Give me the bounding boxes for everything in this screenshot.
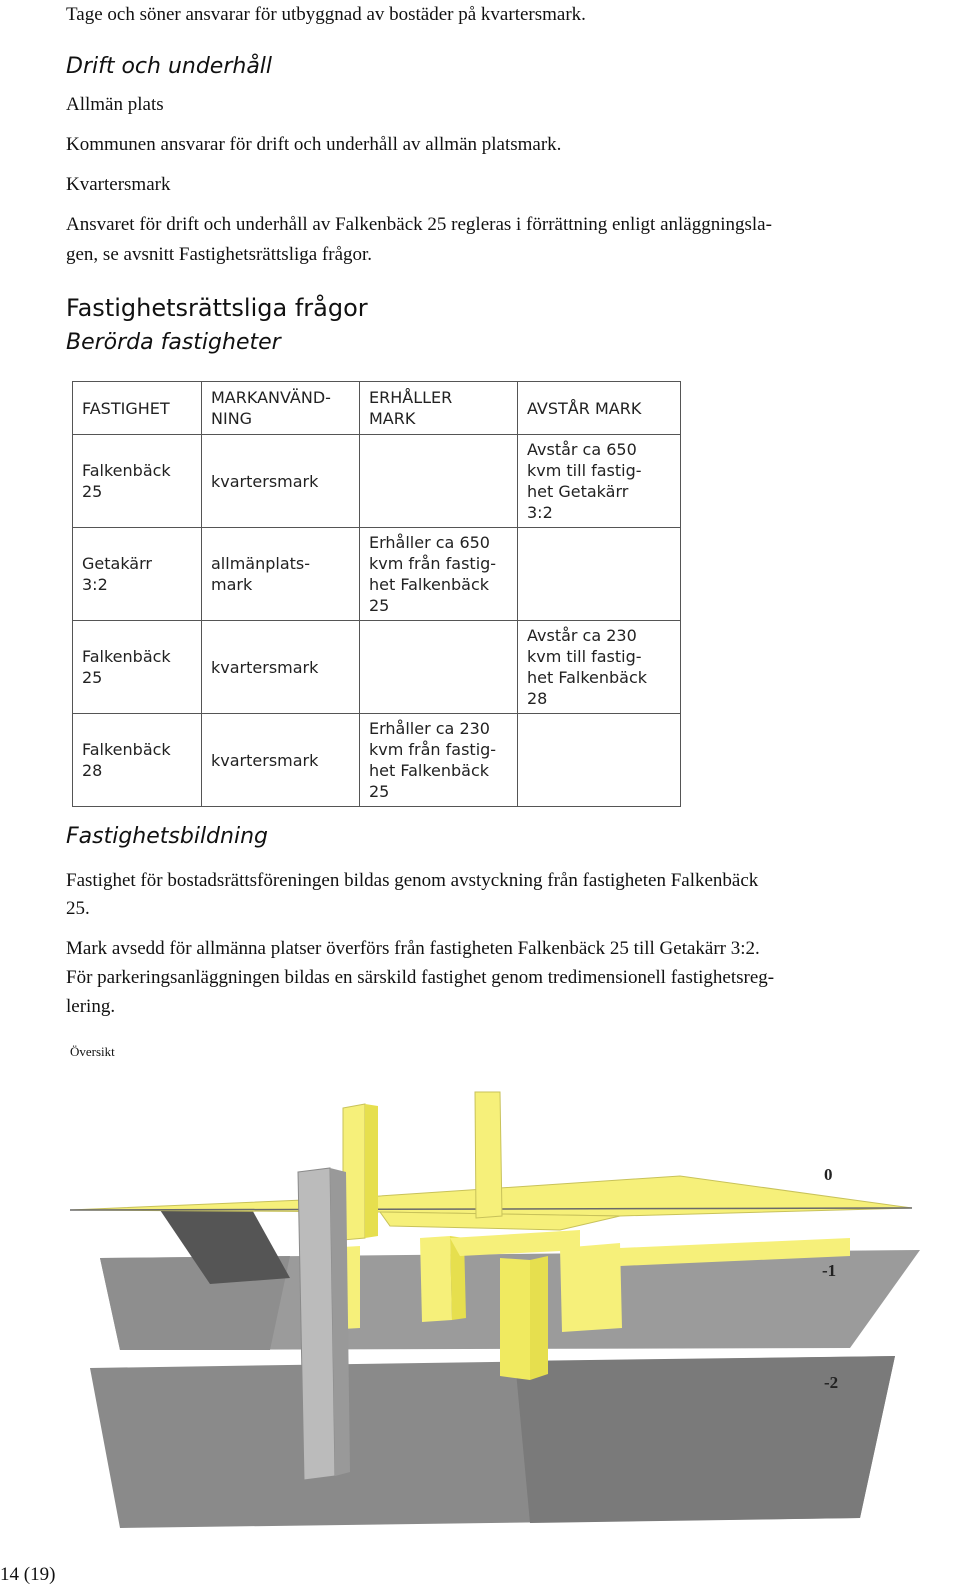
paragraph-fastighetsbildning-2-line2: För parkeringsanläggningen bildas en särskild fastighet genom tredimensionell fastighetsreg- — [66, 967, 775, 988]
table-cell: allmänplats- mark — [202, 528, 360, 621]
table-header-cell: ERHÅLLER MARK — [360, 382, 518, 435]
table-cell — [360, 621, 518, 714]
table-cell: Falkenbäck 28 — [73, 714, 202, 807]
heading-berorda-fastigheter: Berörda fastigheter — [66, 330, 281, 355]
table-row — [73, 621, 681, 714]
property-table — [72, 381, 681, 807]
yellow-column-right-side — [530, 1256, 548, 1380]
level-diagram — [60, 1088, 940, 1548]
table-cell: Falkenbäck 25 — [73, 435, 202, 528]
table-row — [73, 435, 681, 528]
table-header-cell: MARKANVÄND- NING — [202, 382, 360, 435]
table-cell: Falkenbäck 25 — [73, 621, 202, 714]
table-cell: kvartersmark — [202, 714, 360, 807]
table-cell: Erhåller ca 650 kvm från fastig- het Falkenbäck 25 — [360, 528, 518, 621]
subheading-allman-plats: Allmän plats — [66, 94, 164, 115]
table-row — [73, 528, 681, 621]
table-cell: Avstår ca 230 kvm till fastig- het Falkenbäck 28 — [518, 621, 681, 714]
page-number: 14 (19) — [0, 1564, 56, 1585]
heading-fastighetsbildning: Fastighetsbildning — [66, 824, 268, 849]
yellow-column-top-right — [475, 1092, 502, 1218]
table-cell: kvartersmark — [202, 435, 360, 528]
table-cell: kvartersmark — [202, 621, 360, 714]
paragraph-fastighetsbildning-1-line1: Fastighet för bostadsrättsföreningen bildas genom avstyckning från fastigheten Falkenbäck — [66, 870, 759, 891]
paragraph-fastighetsbildning-1-line2: 25. — [66, 898, 90, 919]
heading-fastighetsrattsliga-fragor: Fastighetsrättsliga frågor — [66, 294, 368, 322]
paragraph-intro: Tage och söner ansvarar för utbyggnad av bostäder på kvartersmark. — [66, 4, 586, 25]
paragraph-fastighetsbildning-2-line3: lering. — [66, 996, 116, 1017]
yellow-block-right — [560, 1243, 622, 1332]
table-header-cell: FASTIGHET — [73, 382, 202, 435]
subheading-kvartersmark: Kvartersmark — [66, 174, 171, 195]
table-cell — [360, 435, 518, 528]
yellow-column-tall-side — [365, 1104, 378, 1238]
table-cell: Erhåller ca 230 kvm från fastig- het Falkenbäck 25 — [360, 714, 518, 807]
table-header-cell: AVSTÅR MARK — [518, 382, 681, 435]
gray-column — [298, 1168, 335, 1480]
level-label-minus2: -2 — [824, 1373, 839, 1392]
table-cell — [518, 528, 681, 621]
paragraph-kvartersmark-line2: gen, se avsnitt Fastighetsrättsliga frågor. — [66, 244, 373, 265]
yellow-wall-center — [420, 1236, 452, 1322]
table-header-row — [73, 382, 681, 435]
figure-caption: Översikt — [70, 1044, 115, 1059]
paragraph-allman-plats: Kommunen ansvarar för drift och underhåll av allmän platsmark. — [66, 134, 562, 155]
yellow-column-right — [500, 1258, 530, 1380]
level-label-0: 0 — [824, 1165, 833, 1184]
paragraph-fastighetsbildning-2-line1: Mark avsedd för allmänna platser överförs från fastigheten Falkenbäck 25 till Getakärr 3:2. — [66, 938, 760, 959]
table-row — [73, 714, 681, 807]
level-label-minus1: -1 — [822, 1261, 837, 1280]
heading-drift-och-underhall: Drift och underhåll — [66, 54, 273, 79]
paragraph-kvartersmark-line1: Ansvaret för drift och underhåll av Falkenbäck 25 regleras i förrättning enligt anläggningsla- — [66, 214, 772, 235]
table-cell: Getakärr 3:2 — [73, 528, 202, 621]
table-cell — [518, 714, 681, 807]
table-cell: Avstår ca 650 kvm till fastig- het Getakärr 3:2 — [518, 435, 681, 528]
